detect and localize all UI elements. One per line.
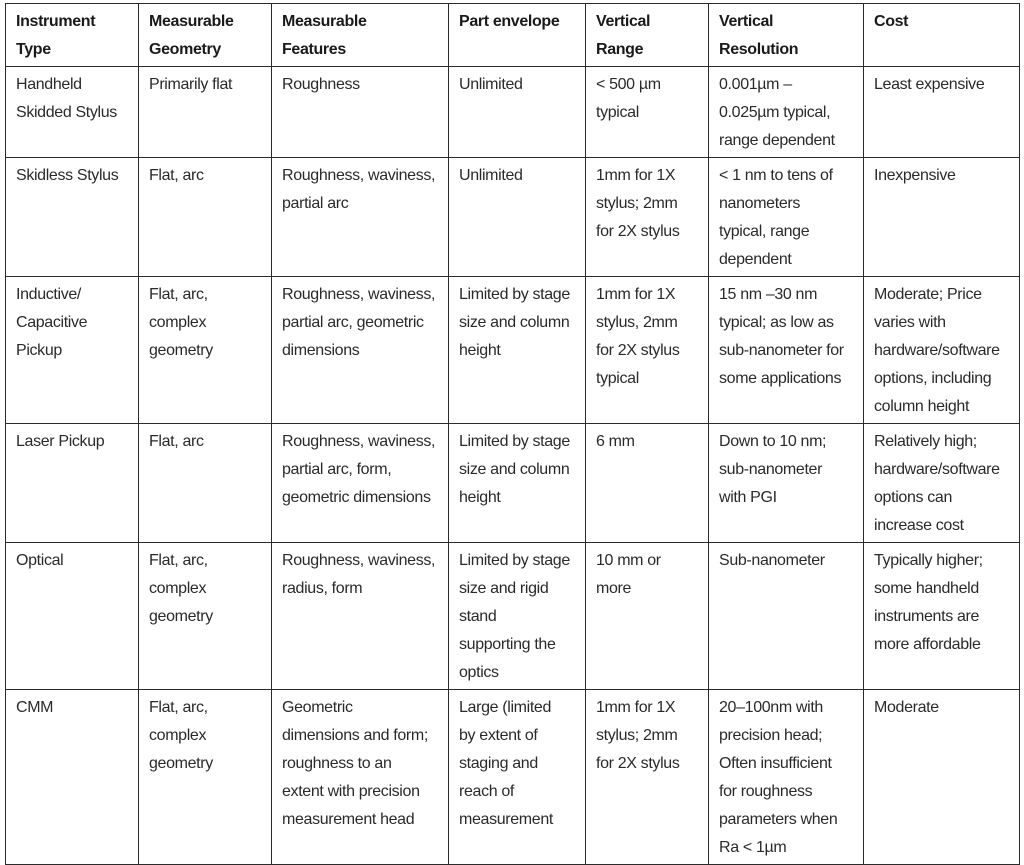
cell-vertical-resolution (709, 67, 864, 158)
cell-instrument-type (6, 67, 139, 158)
cell-vertical-resolution (709, 690, 864, 865)
cell-cost (864, 690, 1020, 865)
cell-text: Roughness, waviness, radius, form (282, 552, 436, 597)
cell-text: Primarily flat (149, 76, 233, 93)
cell-instrument-type (6, 277, 139, 424)
instrument-comparison-table (5, 3, 1020, 865)
cell-instrument-type (6, 690, 139, 865)
cell-text: Handheld Skidded Stylus (16, 76, 117, 121)
cell-text: 1mm for 1X stylus; 2mm for 2X stylus (596, 167, 680, 240)
cell-text: Typically higher; some handheld instruments are more affordable (874, 552, 983, 653)
header-measurable-features (272, 4, 449, 67)
cell-part-envelope (449, 277, 586, 424)
cell-part-envelope (449, 424, 586, 543)
cell-cost (864, 158, 1020, 277)
cell-text: < 500 µm typical (596, 76, 661, 121)
cell-measurable-geometry (139, 424, 272, 543)
cell-text: Unlimited (459, 76, 523, 93)
cell-cost (864, 67, 1020, 158)
cell-measurable-features (272, 543, 449, 690)
cell-text: Unlimited (459, 167, 523, 184)
header-text: Part envelope (459, 13, 560, 30)
cell-measurable-geometry (139, 690, 272, 865)
cell-text: Flat, arc, complex geometry (149, 286, 213, 359)
cell-text: Roughness, waviness, partial arc, geometric dimensions (282, 286, 436, 359)
cell-part-envelope (449, 690, 586, 865)
cell-text: Sub-nanometer (719, 552, 825, 569)
table-row (6, 158, 1020, 277)
cell-vertical-resolution (709, 277, 864, 424)
header-text: Cost (874, 13, 909, 30)
table-header-row (6, 4, 1020, 67)
cell-text: 15 nm –30 nm typical; as low as sub-nanometer for some applications (719, 286, 844, 387)
cell-instrument-type (6, 424, 139, 543)
table-row (6, 690, 1020, 865)
cell-text: Moderate; Price varies with hardware/software options, including column height (874, 286, 1000, 415)
cell-measurable-geometry (139, 158, 272, 277)
header-text: Vertical Resolution (719, 13, 799, 58)
header-text: Instrument Type (16, 13, 96, 58)
cell-vertical-range (586, 158, 709, 277)
cell-measurable-geometry (139, 67, 272, 158)
header-vertical-resolution (709, 4, 864, 67)
cell-measurable-features (272, 158, 449, 277)
cell-text: Flat, arc, complex geometry (149, 552, 213, 625)
cell-measurable-geometry (139, 277, 272, 424)
cell-text: Limited by stage size and column height (459, 286, 570, 359)
table-row (6, 67, 1020, 158)
header-vertical-range (586, 4, 709, 67)
cell-text: Flat, arc, complex geometry (149, 699, 213, 772)
cell-vertical-resolution (709, 158, 864, 277)
cell-instrument-type (6, 543, 139, 690)
cell-text: Inexpensive (874, 167, 956, 184)
cell-cost (864, 543, 1020, 690)
cell-vertical-range (586, 690, 709, 865)
cell-measurable-geometry (139, 543, 272, 690)
cell-text: 1mm for 1X stylus; 2mm for 2X stylus (596, 699, 680, 772)
table-row (6, 277, 1020, 424)
cell-text: Limited by stage size and rigid stand supporting the optics (459, 552, 570, 681)
header-text: Measurable Features (282, 13, 367, 58)
cell-text: Laser Pickup (16, 433, 105, 450)
cell-text: 1mm for 1X stylus, 2mm for 2X stylus typical (596, 286, 680, 387)
cell-text: < 1 nm to tens of nanometers typical, range dependent (719, 167, 833, 268)
cell-text: Roughness, waviness, partial arc, form, geometric dimensions (282, 433, 436, 506)
header-text: Vertical Range (596, 13, 651, 58)
cell-text: Large (limited by extent of staging and reach of measurement (459, 699, 553, 828)
header-measurable-geometry (139, 4, 272, 67)
cell-text: 0.001µm – 0.025µm typical, range dependent (719, 76, 835, 149)
cell-cost (864, 424, 1020, 543)
cell-vertical-resolution (709, 424, 864, 543)
cell-measurable-features (272, 424, 449, 543)
cell-text: Skidless Stylus (16, 167, 119, 184)
cell-text: Inductive/ Capacitive Pickup (16, 286, 88, 359)
cell-vertical-range (586, 67, 709, 158)
cell-text: Down to 10 nm; sub-nanometer with PGI (719, 433, 827, 506)
cell-vertical-range (586, 543, 709, 690)
cell-measurable-features (272, 690, 449, 865)
header-instrument-type (6, 4, 139, 67)
cell-text: Moderate (874, 699, 939, 716)
table-row (6, 424, 1020, 543)
cell-text: 20–100nm with precision head; Often insufficient for roughness parameters when Ra < 1µm (719, 699, 838, 856)
cell-vertical-range (586, 277, 709, 424)
cell-measurable-features (272, 277, 449, 424)
cell-part-envelope (449, 543, 586, 690)
cell-text: Roughness (282, 76, 360, 93)
cell-vertical-resolution (709, 543, 864, 690)
cell-text: CMM (16, 699, 54, 716)
cell-text: Relatively high; hardware/software options can increase cost (874, 433, 1000, 534)
cell-part-envelope (449, 67, 586, 158)
cell-text: Least expensive (874, 76, 985, 93)
header-cost (864, 4, 1020, 67)
header-text: Measurable Geometry (149, 13, 234, 58)
cell-text: Limited by stage size and column height (459, 433, 570, 506)
cell-instrument-type (6, 158, 139, 277)
cell-text: Roughness, waviness, partial arc (282, 167, 436, 212)
cell-text: 10 mm or more (596, 552, 661, 597)
cell-text: Flat, arc (149, 167, 204, 184)
cell-text: 6 mm (596, 433, 635, 450)
cell-cost (864, 277, 1020, 424)
cell-text: Flat, arc (149, 433, 204, 450)
cell-text: Geometric dimensions and form; roughness to an extent with precision measurement head (282, 699, 428, 828)
cell-measurable-features (272, 67, 449, 158)
header-part-envelope (449, 4, 586, 67)
cell-text: Optical (16, 552, 64, 569)
cell-part-envelope (449, 158, 586, 277)
cell-vertical-range (586, 424, 709, 543)
table-row (6, 543, 1020, 690)
